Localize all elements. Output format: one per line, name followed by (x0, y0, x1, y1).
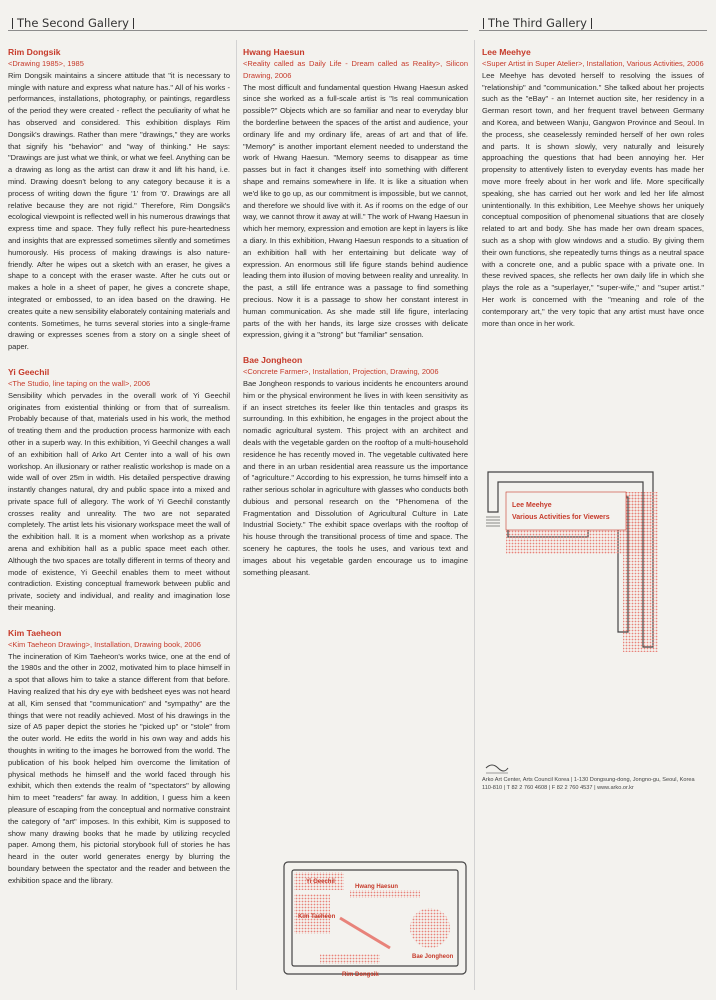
artist-name-yi: Yi Geechil (8, 366, 50, 377)
artist-name-bae: Bae Jongheon (243, 355, 303, 366)
zone-rim (320, 954, 380, 964)
column-divider (236, 40, 237, 990)
credits-text: Arko Art Center, Arts Council Korea | 1-130 Dongsung-dong, Jongno-gu, Seoul, Korea 110-810 | T 82 2 760 4608 | F 82 2 760 4537 | www.arko.or.kr (482, 777, 695, 791)
header-bar-left (12, 18, 13, 29)
floor-plan-divider (340, 918, 390, 948)
artist-work-rim: <Drawing 1985>, 1985 (8, 59, 84, 68)
floor-plan-label-box (506, 492, 626, 530)
artist-text-rim: Rim Dongsik maintains a sincere attitude that "it is necessary to mingle with nature and express what nature has." All of his works - performances, installations, photography, or paintings, regardless of the period they were created - reflect the peculiarity of what he has observed and considered. This exhibition displays Rim Dongsik's drawings. Rather than mere "drawings," they are works that signify his "behavior" and "way of thinking." He says: "Drawings are just what we think, or what we feel. Anything can be a drawing as long as the artist can draw it and lift his hand, i.e. mind. Drawing doesn't belong to any category because it is a process of writing down the figure '1' from '0'. Drawings are all relative because they are not rigid." Therefore, Rim Dongsik's ecological viewpoint is reflected well in his numerous drawings that express time and space. They fully reflect his pure-heartedness and insights that are expressed sometimes silently and sometimes humorously. His process of making drawings is also nature-friendly. After he wipes out a sketch with an eraser, he gives a shape to a concept with the eraser waste. After he cuts out or makes a hole in a sheet of paper, he gives a concrete shape, integrated or embossed, to an idea based on the drawing. He creates quite a new sensibility elaborately containing materials and contents. Sometimes, he turns several stories into a single-frame drawing or expresses scenes from a story on a single sheet of paper. (8, 70, 230, 352)
artist-work-lee: <Super Artist in Super Atelier>, Installation, Various Activities, 2006 (482, 59, 704, 68)
artist-name-rim: Rim Dongsik (8, 47, 61, 57)
column-3 (482, 46, 704, 446)
artist-name-kim: Kim Taeheon (8, 627, 62, 638)
arko-logo-icon (482, 720, 512, 780)
artist-work-yi: <The Studio, line taping on the wall>, 2006 (8, 378, 151, 388)
artist-text-kim: The incineration of Kim Taeheon's works twice, one at the end of the 1980s and the other in 2002, motivated him to place himself in a spot that allows him to take a stance different from that before. Having realized that his dry eye with bedsheet eyes was not heard at all, Kim sensed that "communication" and "sympathy" are the things that were not readily achieved. Most of his drawings in the size of A5 paper depict the stories he "picked up" or "stole" from the outer world. He edits the world in his own way and adds his thoughts in writing to the images he borrowed from the world. The publication of his book helped him overcome the limitation of physical methods he himself and the world faced through his exhibit, which then extends the realm of "spectators" by allowing him to meet "readers" far away. In addition, I guess him a keen pleasure of escaping from the conceptual and normative constraint the category of "art" imposes. In this exhibit, Kim is supposed to show many drawing books that he made by utilizing recycled paper. Among them, his pictorial storybook full of stories he has heard in the outer world generates energy by blurring the boundary between the spectator and the reader and between the exhibition space and the library. (8, 651, 230, 885)
map-label-kim: Kim Taeheon (298, 914, 336, 920)
artist-text-hwang: The most difficult and fundamental question Hwang Haesun asked since she worked as a full-scale artist is "Is real communication possible?" Objects which are so familiar and near to everyday blur the borderline between the spaces of the artist and audience, your ordinary life and my ordinary life, areas of art and that of life. "Memory" is another important element needed to understand the work of Hwang Haesun. "Memory seems to disappear as time passes but in fact it changes itself into something with different shape and remains somewhere in life. It is like a situation when we'd like to go up, as our commitment is impossible, but we cannot, and therefore we should live with it. As if rooms on the edge of our way, we cannot throw it away at will." The work of Hwang Haesun in which her memory, expression and emotion are kept in layers is like a diary. In this exhibition, Hwang Haesun responds to a situation of an exhibition hall with her entertaining but delicate way of expression. An enormous still life figure stands behind audience leading them into illusion of moving between reality and unreality. In the past, a still life entrance was a passage to find something precious. Now it is a passage to show her constant interest in human communication. As she made still life figure, interlacing parts of the with her hands, its large size crosses with delicate expression, giving it a "strong" but "familiar" sensation. (243, 82, 468, 340)
zone-bae (410, 908, 450, 948)
floor-plan-highlight (623, 492, 658, 652)
header-bar-right (591, 18, 592, 29)
second-gallery-floor-plan (280, 858, 470, 978)
artist-text-bae: Bae Jongheon responds to various incidents he encounters around him or the physical environment he lives in with keen sensitivity as if an insect stretches its feeler like thin tentacles and grasps its surrounding. In this exhibition, he engages in the project about the nomadic agricultural system. This project with an architect and deals with the vegetable garden on the rooftop of a multi-household residence he has recently moved in. The vegetable cultivated here and there in an urban residential area reassure us the importance of "agriculture." According to his expression, he turns himself into a rather serious scholar in agriculture with glasses who conducts both dubious and personal research on the "Phenomena of the Fragmentation and Dissolution of Agricultural Culture in Late Industrial Society." The exhibit space overlaps with the rooftop of his house through the transitional process of time and space. The scenery he captures, the tools he uses, and various text and images about his vegetable garden encourage us to imagine something pleasant. (243, 378, 468, 577)
artist-text-lee: Lee Meehye has devoted herself to resolving the issues of "relationship" and "communication." She talked about her projects such as the "eBay" - an Internet auction site, her residency in a German resort town, and her frequent travel between Germany and Korea, and between Wanju, Gangwon Province and Seoul. In the process, she ceaselessly reminded herself of her own roles and parts. It is shown slowly, very naturally and leisurely approaching the questions that had been annoying her. Her propensity to attentively listen to everyday events has made her move more freely about in her work and life. More specifically speaking, she has carried out her work and led her life almost unintentionally. In this exhibition, Lee Meehye shows her uniquely conceptual composition of phenomenal situations that are closely related to art and body. She has made her own dream spaces, such as a shop with glow windows and a studio. By giving them their own functions, she repeatedly turns things as a neutral space with a concrete one, and a public space with a private one. In these revived spaces, she reflects her own daily life in which she plays the role as a "superlayer," "super-wife," and "super artist." Her work is concerned with the "meaning and role of the contemporary art," the very topic that any artist must have once more than once in her work. (482, 70, 704, 328)
artist-work-kim: <Kim Taeheon Drawing>, Installation, Drawing book, 2006 (8, 639, 201, 649)
artist-text-yi: Sensibility which pervades in the overall work of Yi Geechil originates from existential thinking or from that of surrealism. Probably because of that, materials used in his work, the method of treating them and the production process harmonize with each other in a superb way. In this exhibition, Yi Geechil changes a wall of an exhibition hall of Arko Art Center into a wall of his own workshop. An illusionary or rather realistic workshop is made on a wide wall of over 25m in width. His detailed perspective drawing instantly changes natural, dry and public space into a mixed and private space full of allegory. The work of Yi Geechil constantly crosses reality and unreality. The two are not separated completely. The artist lets his visionary workspace meet the wall of the exhibition hall. It is a moment when workshop as a private arena and exhibition hall as a public space meet each other. Although the two spaces are totally different in terms of theory and mode of existence, Yi Geechil enables them to meet without contradiction. Existing conceptual framework between public and private, society and individual, and reality and imagination lose their meaning. (8, 390, 230, 613)
column-divider (474, 40, 475, 990)
artist-name-hwang: Hwang Haesun (243, 47, 305, 57)
map-label-hwang: Hwang Haesun (355, 884, 399, 890)
map-label-rim: Rim Dongsik (342, 972, 379, 978)
column-2 (243, 46, 468, 846)
third-gallery-title: The Third Gallery (488, 16, 587, 30)
zone-hwang (350, 890, 420, 898)
header-bar-right (133, 18, 134, 29)
artist-name-lee: Lee Meehye (482, 47, 531, 57)
second-gallery-rule (8, 30, 468, 31)
column-1 (8, 46, 230, 996)
third-gallery-rule (479, 30, 707, 31)
floor-plan-label-line1: Lee Meehye (512, 502, 552, 509)
second-gallery-title: The Second Gallery (17, 16, 129, 30)
map-label-yi: Yi Geechil (306, 879, 335, 885)
artist-work-hwang: <Reality called as Daily Life - Dream called as Reality>, Silicon Drawing, 2006 (243, 59, 468, 80)
map-label-bae: Bae Jongheon (412, 954, 454, 960)
header-bar-left (483, 18, 484, 29)
third-gallery-floor-plan (478, 452, 678, 672)
floor-plan-stairs (486, 517, 500, 526)
artist-work-bae: <Concrete Farmer>, Installation, Projection, Drawing, 2006 (243, 367, 439, 377)
floor-plan-label-line2: Various Activities for Viewers (512, 514, 610, 521)
